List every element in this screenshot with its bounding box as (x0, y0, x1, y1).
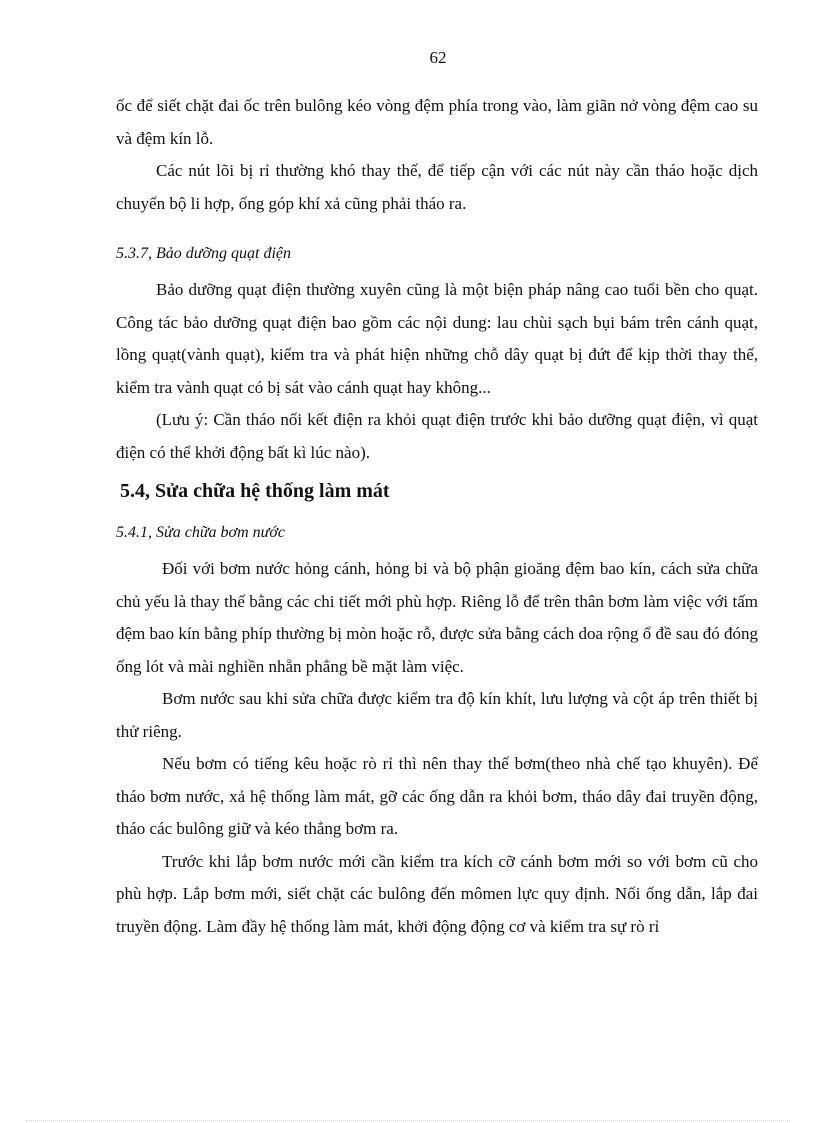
paragraph-continuation: ốc để siết chặt đai ốc trên bulông kéo vòng đệm phía trong vào, làm giãn nở vòng đệm cao su và đệm kín lỗ. (116, 96, 758, 148)
section-heading-5-3-7: 5.3.7, Bảo dưỡng quạt điện (116, 245, 292, 262)
paragraph-pump-removal: Nếu bơm có tiếng kêu hoặc rò rỉ thì nên thay thế bơm(theo nhà chế tạo khuyên). Để tháo bơm nước, xả hệ thống làm mát, gỡ các ống dẫn ra khỏi bơm, tháo dây đai truyền động, tháo các bulông giữ và kéo thẳng bơm ra. (116, 754, 758, 838)
document-body (116, 90, 758, 943)
page-number: 62 (429, 48, 447, 67)
paragraph-fan-maintenance: Bảo dưỡng quạt điện thường xuyên cũng là một biện pháp nâng cao tuổi bền cho quạt. Công tác bảo dưỡng quạt điện bao gồm các nội dung: lau chùi sạch bụi bám trên cánh quạt, lồng quạt(vành quạt), kiểm tra và phát hiện những chỗ dây quạt bị đứt để kịp thời thay thế, kiểm tra vành quạt có bị sát vào cánh quạt hay không... (116, 280, 758, 397)
paragraph-pump-repair: Đối với bơm nước hỏng cánh, hỏng bi và bộ phận gioăng đệm bao kín, cách sửa chữa chủ yếu là thay thế bằng các chi tiết mới phù hợp. Riêng lỗ để trên thân bơm làm việc với tấm đệm bao kín bằng phíp thường bị mòn hoặc rỗ, được sửa bằng cách doa rộng ổ đề sau đó đóng ống lót và mài nghiền nhẵn phẳng bề mặt làm việc. (116, 559, 758, 676)
page-bottom-divider (26, 1120, 790, 1121)
paragraph-rusted-plugs: Các nút lõi bị rỉ thường khó thay thế, để tiếp cận với các nút này cần tháo hoặc dịch chuyển bộ li hợp, ống góp khí xả cũng phải tháo ra. (116, 161, 758, 213)
paragraph-pump-test: Bơm nước sau khi sửa chữa được kiểm tra độ kín khít, lưu lượng và cột áp trên thiết bị thử riêng. (116, 689, 758, 741)
paragraph-fan-note: (Lưu ý: Cần tháo nối kết điện ra khỏi quạt điện trước khi bảo dưỡng quạt điện, vì quạt điện có thể khởi động bất kì lúc nào). (116, 410, 758, 462)
section-heading-5-4: 5.4, Sửa chữa hệ thống làm mát (120, 480, 390, 502)
paragraph-pump-install: Trước khi lắp bơm nước mới cần kiểm tra kích cỡ cánh bơm mới so với bơm cũ cho phù hợp. Lắp bơm mới, siết chặt các bulông đến mômen lực quy định. Nối ống dẫn, lắp đai truyền động. Làm đầy hệ thống làm mát, khởi động động cơ và kiểm tra sự rò rỉ (116, 851, 758, 936)
section-heading-5-4-1: 5.4.1, Sửa chữa bơm nước (116, 524, 286, 541)
